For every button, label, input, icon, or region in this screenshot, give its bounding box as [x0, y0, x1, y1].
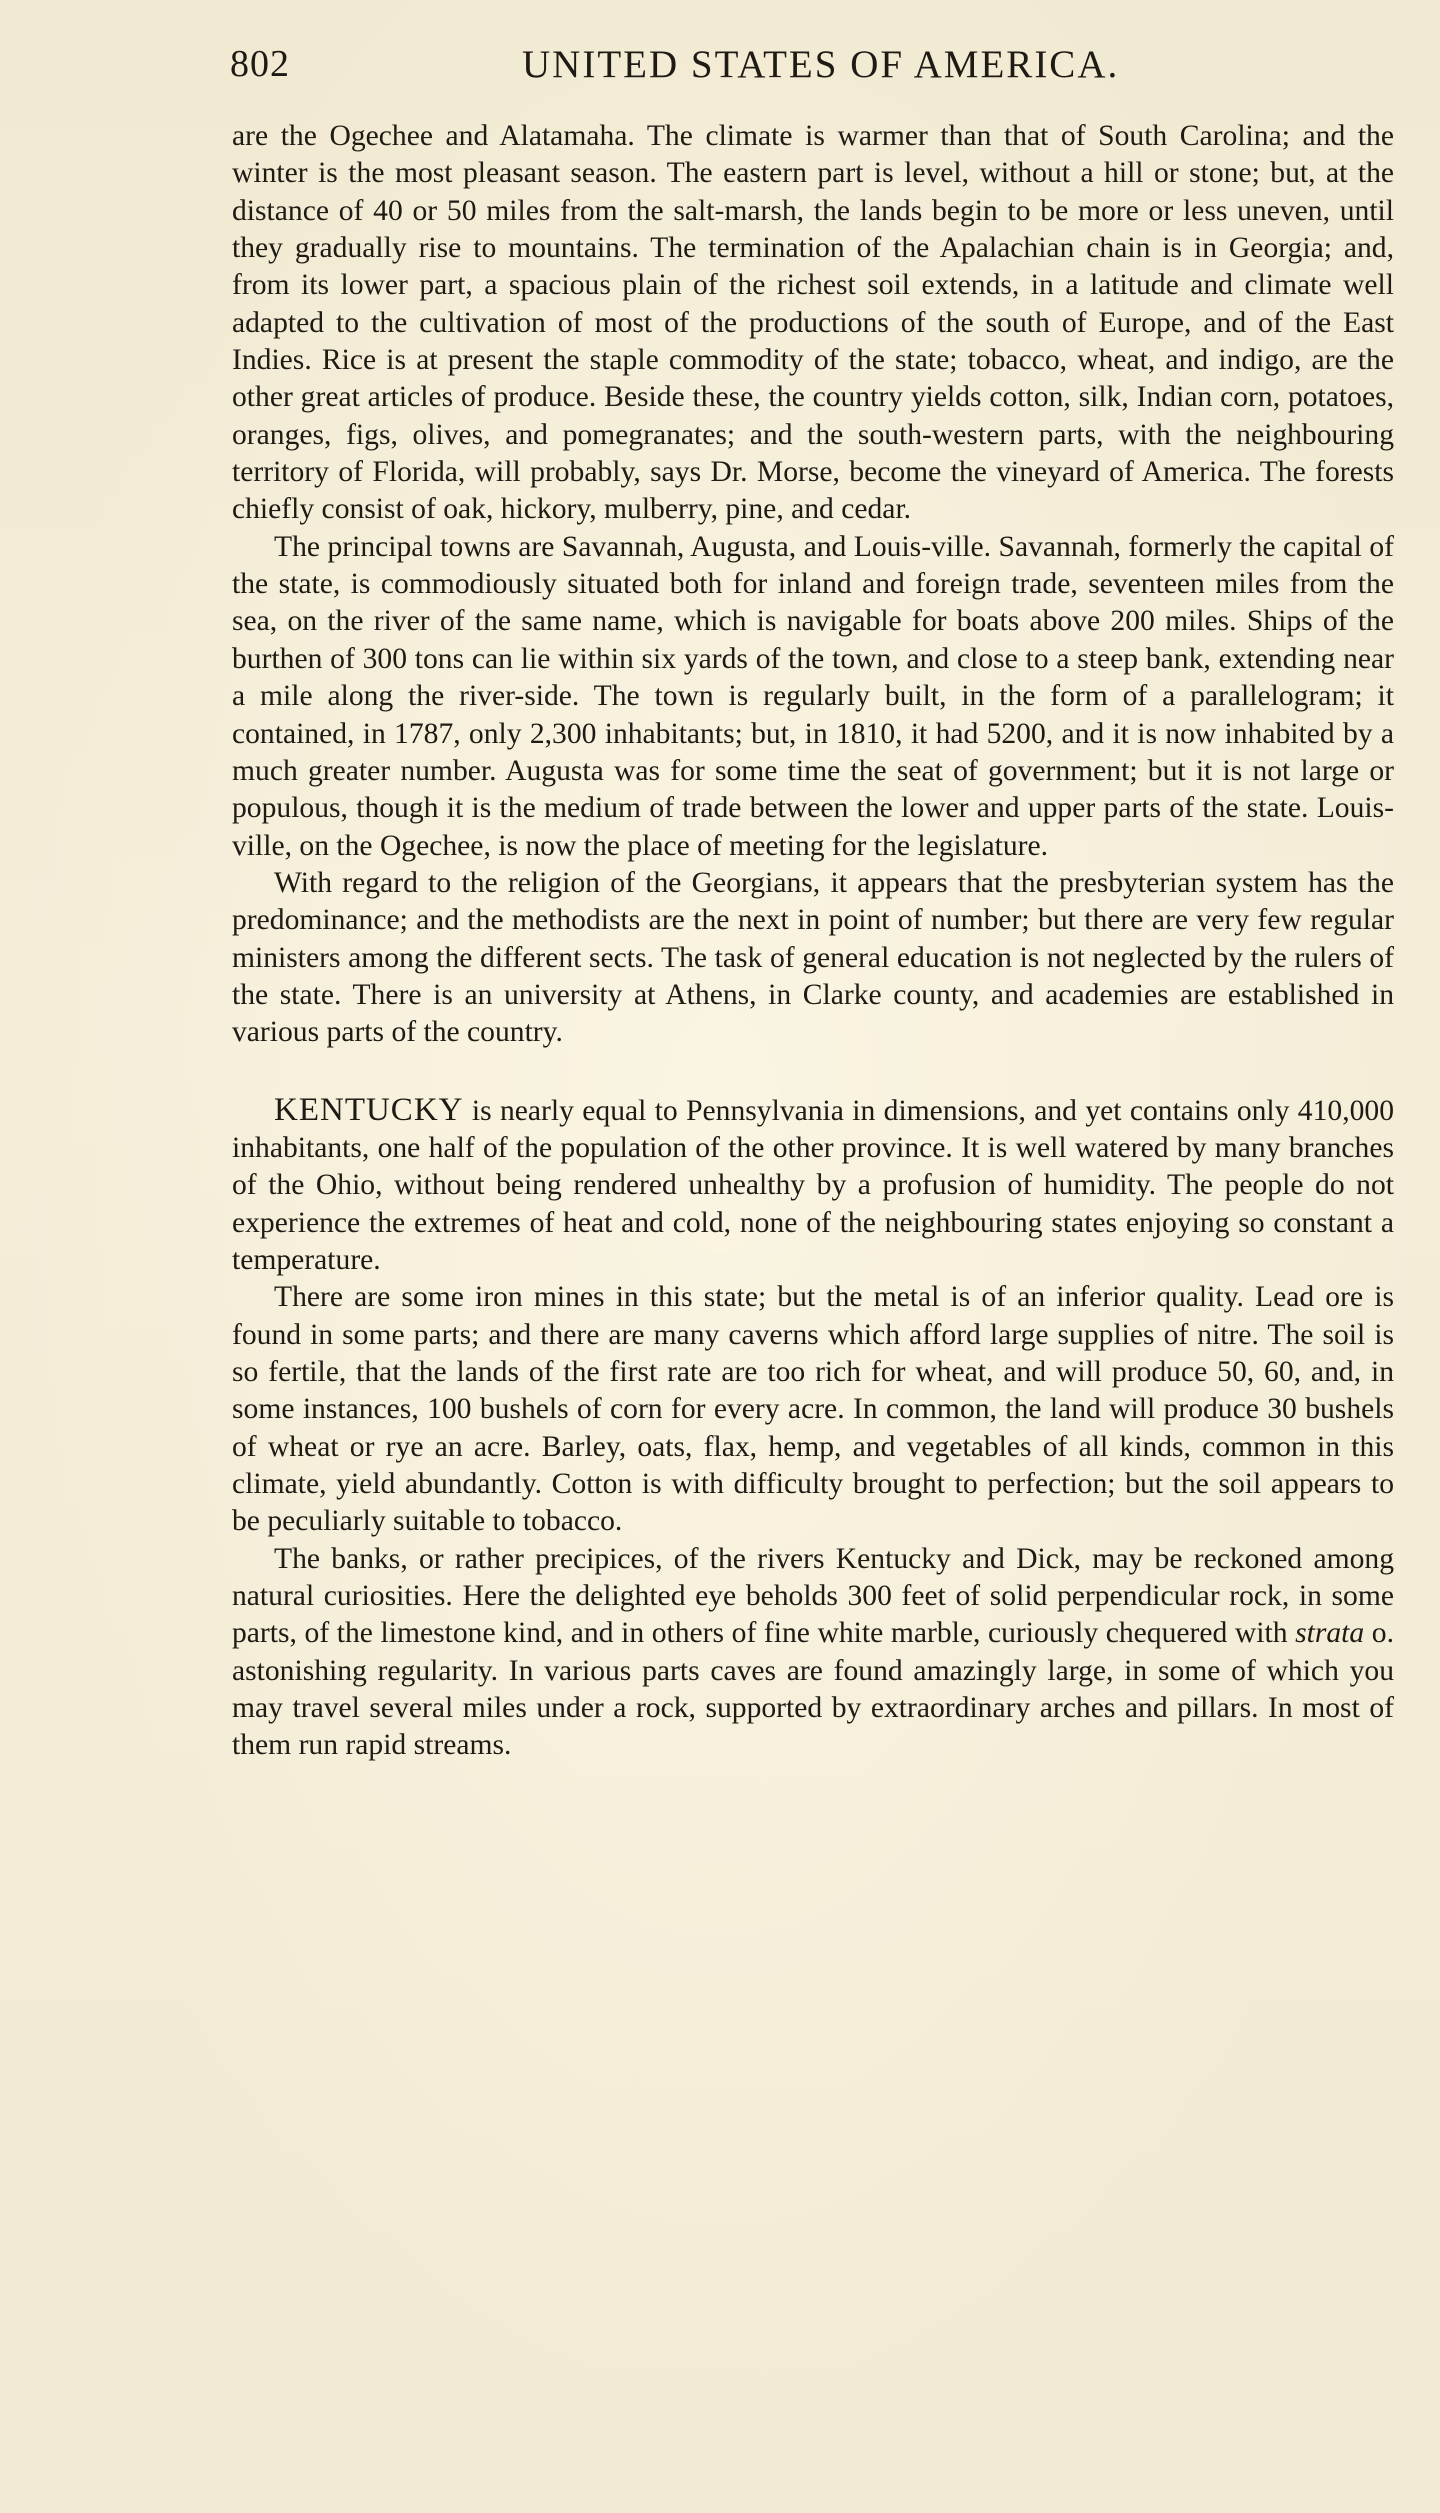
section-divider — [232, 1052, 1394, 1092]
kentucky-paragraph-2: There are some iron mines in this state; but the metal is of an inferior quality. Lead ore is found in some parts; and there are many caverns which afford large supplies of nitre. The soil is so fertile, that the lands of the first rate are too rich for wheat, and will produce 50, 60, and, in some instances, 100 bushels of corn for every acre. In common, the land will produce 30 bushels of wheat or rye an acre. Barley, oats, flax, hemp, and vegetables of all kinds, common in this climate, yield abundantly. Cotton is with difficulty brought to perfection; but the soil appears to be peculiarly suitable to tobacco. — [232, 1281, 1394, 1538]
georgia-paragraph-2: The principal towns are Savannah, Augusta, and Louis-ville. Savannah, formerly the capital of the state, is commodiously situated both for inland and foreign trade, seventeen miles from the sea, on the river of the same name, which is navigable for boats above 200 miles. Ships of the burthen of 300 tons can lie within six yards of the town, and close to a steep bank, extending near a mile along the river-side. The town is regularly built, in the form of a parallelogram; it contained, in 1787, only 2,300 inhabitants; but, in 1810, it had 5200, and it is now inhabited by a much greater number. Augusta was for some time the seat of government; but it is not large or populous, though it is the medium of trade between the lower and upper parts of the state. Louis-ville, on the Ogechee, is now the place of meeting for the legislature. — [232, 530, 1394, 862]
kentucky-heading: KENTUCKY — [274, 1091, 464, 1128]
kentucky-paragraph-3 — [232, 1541, 1394, 1765]
kentucky-paragraph-3-text-a: The banks, or rather precipices, of the rivers Kentucky and Dick, may be reckoned among natural curiosities. Here the delighted eye beholds 300 feet of solid perpendicular rock, in some parts, of the limestone kind, and in others of fine white marble, curiously chequered with — [232, 1542, 1394, 1650]
strata-italic: strata — [1295, 1617, 1365, 1650]
page-number: 802 — [230, 43, 290, 85]
running-title: UNITED STATES OF AMERICA. — [522, 43, 1120, 86]
georgia-paragraph-3: With regard to the religion of the Georgians, it appears that the presbyterian system has the predominance; and the methodists are the next in point of number; but there are very few regular ministers among the different sects. The task of general education is not neglected by the rulers of the state. There is an university at Athens, in Clarke county, and academies are established in various parts of the country. — [232, 866, 1394, 1049]
body-text — [232, 118, 1394, 1765]
georgia-paragraph-1: are the Ogechee and Alatamaha. The climate is warmer than that of South Carolina; and the winter is the most pleasant season. The eastern part is level, without a hill or stone; but, at the distance of 40 or 50 miles from the salt-marsh, the lands begin to be more or less uneven, until they gradually rise to mountains. The termination of the Apalachian chain is in Georgia; and, from its lower part, a spacious plain of the richest soil extends, in a latitude and climate well adapted to the cultivation of most of the productions of the south of Europe, and of the East Indies. Rice is at present the staple commodity of the state; tobacco, wheat, and indigo, are the other great articles of produce. Beside these, the country yields cotton, silk, Indian corn, potatoes, oranges, figs, olives, and pomegranates; and the south-western parts, with the neighbouring territory of Florida, will probably, says Dr. Morse, become the vineyard of America. The forests chiefly consist of oak, hickory, mulberry, pine, and cedar. — [232, 120, 1394, 526]
page-header — [230, 42, 1410, 102]
kentucky-paragraph-1-text: is nearly equal to Pennsylvania in dimensions, and yet contains only 410,000 inhabitants, one half of the population of the other province. It is well watered by many branches of the Ohio, without being rendered unhealthy by a profusion of humidity. The people do not experience the extremes of heat and cold, none of the neighbouring states enjoying so constant a temperature. — [232, 1094, 1394, 1276]
kentucky-paragraph-1 — [232, 1092, 1394, 1280]
kentucky-paragraph-3-text-b: o. astonishing regularity. In various parts caves are found amazingly large, in some of which you may travel several miles under a rock, supported by extraordinary arches and pillars. In most of them run rapid streams. — [232, 1617, 1394, 1762]
